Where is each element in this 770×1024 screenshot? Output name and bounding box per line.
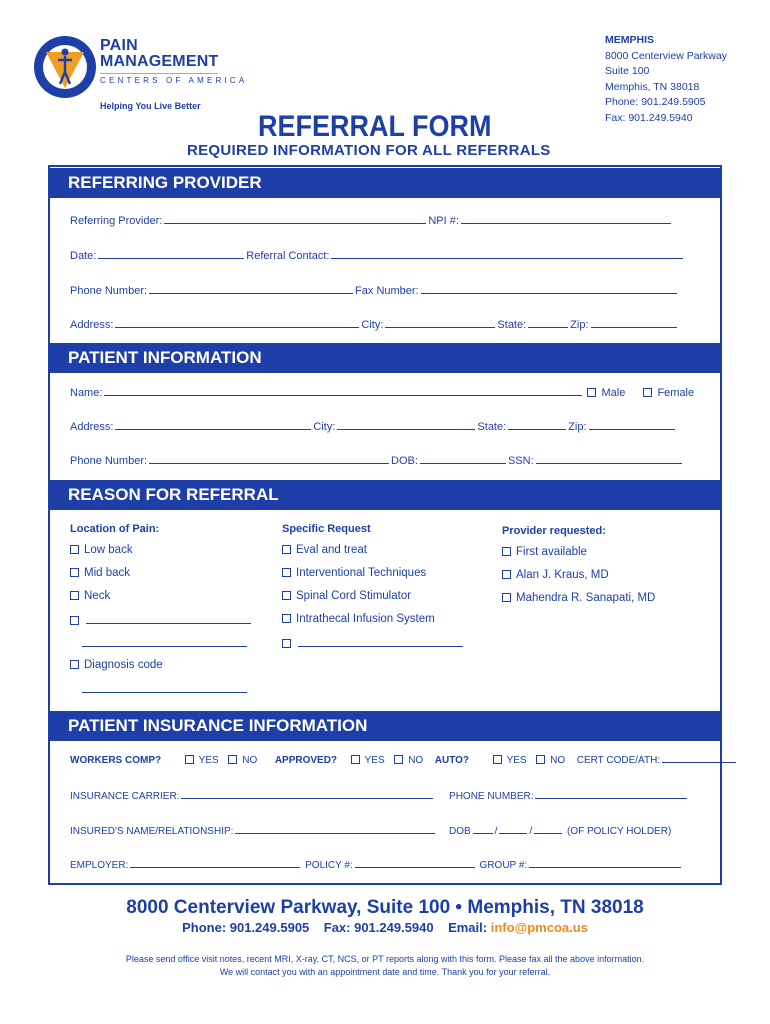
first-available-option[interactable]: First available — [502, 546, 655, 569]
patient-dob-field[interactable] — [420, 453, 506, 464]
referring-provider-header: REFERRING PROVIDER — [48, 168, 722, 198]
referring-provider-row: Referring Provider: NPI #: — [70, 213, 673, 227]
carrier-row: INSURANCE CARRIER: PHONE NUMBER: — [70, 789, 689, 802]
provider-address-field[interactable] — [115, 317, 359, 328]
provider-requested-heading: Provider requested: — [502, 525, 606, 537]
patient-address-field[interactable] — [115, 419, 311, 430]
workers-yes-checkbox[interactable] — [185, 755, 194, 764]
insurance-carrier-field[interactable] — [181, 789, 433, 799]
logo-tagline: Helping You Live Better — [100, 101, 201, 111]
page-subtitle: REQUIRED INFORMATION FOR ALL REFERRALS — [187, 142, 551, 159]
other-location-option[interactable] — [70, 613, 253, 636]
referral-contact-field[interactable] — [331, 248, 683, 259]
pain-location-heading: Location of Pain: — [70, 523, 160, 535]
patient-name-row: Name: Male Female — [70, 387, 695, 399]
provider-requested-column — [502, 525, 655, 615]
intrathecal-option[interactable]: Intrathecal Infusion System — [282, 613, 465, 636]
female-checkbox[interactable] — [643, 388, 652, 397]
npi-field[interactable] — [461, 213, 671, 224]
auto-no-checkbox[interactable] — [536, 755, 545, 764]
patient-info-header: PATIENT INFORMATION — [48, 343, 722, 373]
patient-state-field[interactable] — [508, 419, 566, 430]
provider-city-field[interactable] — [385, 317, 495, 328]
workers-no-checkbox[interactable] — [228, 755, 237, 764]
footer-contact: Phone: 901.249.5905 Fax: 901.249.5940 Email: info@pmcoa.us — [182, 920, 588, 935]
specific-request-heading: Specific Request — [282, 523, 371, 535]
workers-comp-row: WORKERS COMP? YES NO APPROVED? YES NO AUTO? YES NO CERT CODE/ATH: — [70, 753, 738, 766]
policy-field[interactable] — [355, 858, 475, 868]
footer-address: 8000 Centerview Parkway, Suite 100 • Memphis, TN 38018 — [126, 897, 644, 918]
male-checkbox[interactable] — [587, 388, 596, 397]
diagnosis-code-line[interactable] — [70, 682, 253, 705]
phone-fax-row: Phone Number: Fax Number: — [70, 283, 679, 297]
cert-code-field[interactable] — [662, 753, 736, 763]
other-location-line[interactable] — [70, 636, 253, 659]
employer-row: EMPLOYER: POLICY #: GROUP #: — [70, 858, 683, 871]
insurance-phone-field[interactable] — [535, 789, 687, 799]
patient-phone-field[interactable] — [149, 453, 389, 464]
insured-dob-day[interactable] — [499, 824, 527, 834]
eval-treat-option[interactable]: Eval and treat — [282, 544, 465, 567]
diagnosis-code-option[interactable]: Diagnosis code — [70, 659, 253, 682]
pain-location-column — [70, 523, 253, 705]
email-link[interactable]: info@pmcoa.us — [490, 920, 588, 935]
patient-name-field[interactable] — [104, 385, 582, 396]
approved-no-checkbox[interactable] — [394, 755, 403, 764]
patient-address-row: Address: City: State: Zip: — [70, 419, 677, 433]
neck-option[interactable]: Neck — [70, 590, 253, 613]
group-field[interactable] — [529, 858, 681, 868]
footer-note: Please send office visit notes, recent MRI, X-ray, CT, NCS, or PT reports along with this form. Please fax all the above information. We will contact you with an appointment date and time. Thank you for your referral. — [125, 954, 645, 977]
office-address: MEMPHIS 8000 Centerview Parkway Suite 100 Memphis, TN 38018 Phone: 901.249.5905 Fax: 901.249.5940 — [605, 34, 727, 124]
logo-emblem — [32, 34, 98, 100]
mid-back-option[interactable]: Mid back — [70, 567, 253, 590]
logo-subtitle: CENTERS OF AMERICA — [100, 76, 248, 85]
interventional-option[interactable]: Interventional Techniques — [282, 567, 465, 590]
sanapati-option[interactable]: Mahendra R. Sanapati, MD — [502, 592, 655, 615]
other-request-option[interactable] — [282, 636, 465, 659]
logo-title: PAIN MANAGEMENT — [100, 37, 219, 70]
provider-zip-field[interactable] — [591, 317, 677, 328]
low-back-option[interactable]: Low back — [70, 544, 253, 567]
approved-yes-checkbox[interactable] — [351, 755, 360, 764]
date-contact-row: Date: Referral Contact: — [70, 248, 685, 262]
logo-divider — [100, 73, 218, 74]
auto-yes-checkbox[interactable] — [493, 755, 502, 764]
insured-dob-month[interactable] — [473, 824, 493, 834]
referring-provider-field[interactable] — [164, 213, 426, 224]
provider-address-row: Address: City: State: Zip: — [70, 317, 679, 331]
reason-header: REASON FOR REFERRAL — [48, 480, 722, 510]
specific-request-column — [282, 523, 465, 659]
provider-fax-field[interactable] — [421, 283, 677, 294]
insurance-header: PATIENT INSURANCE INFORMATION — [48, 711, 722, 741]
insured-row: INSURED'S NAME/RELATIONSHIP: DOB / / (OF POLICY HOLDER) — [70, 826, 672, 837]
provider-phone-field[interactable] — [149, 283, 353, 294]
patient-phone-row: Phone Number: DOB: SSN: — [70, 453, 684, 467]
insured-name-field[interactable] — [235, 824, 435, 834]
kraus-option[interactable]: Alan J. Kraus, MD — [502, 569, 655, 592]
employer-field[interactable] — [130, 858, 300, 868]
patient-city-field[interactable] — [337, 419, 475, 430]
patient-ssn-field[interactable] — [536, 453, 682, 464]
insured-dob-year[interactable] — [534, 824, 562, 834]
patient-zip-field[interactable] — [589, 419, 675, 430]
provider-state-field[interactable] — [528, 317, 568, 328]
spinal-cord-option[interactable]: Spinal Cord Stimulator — [282, 590, 465, 613]
page-title: REFERRAL FORM — [258, 110, 492, 143]
date-field[interactable] — [98, 248, 244, 259]
